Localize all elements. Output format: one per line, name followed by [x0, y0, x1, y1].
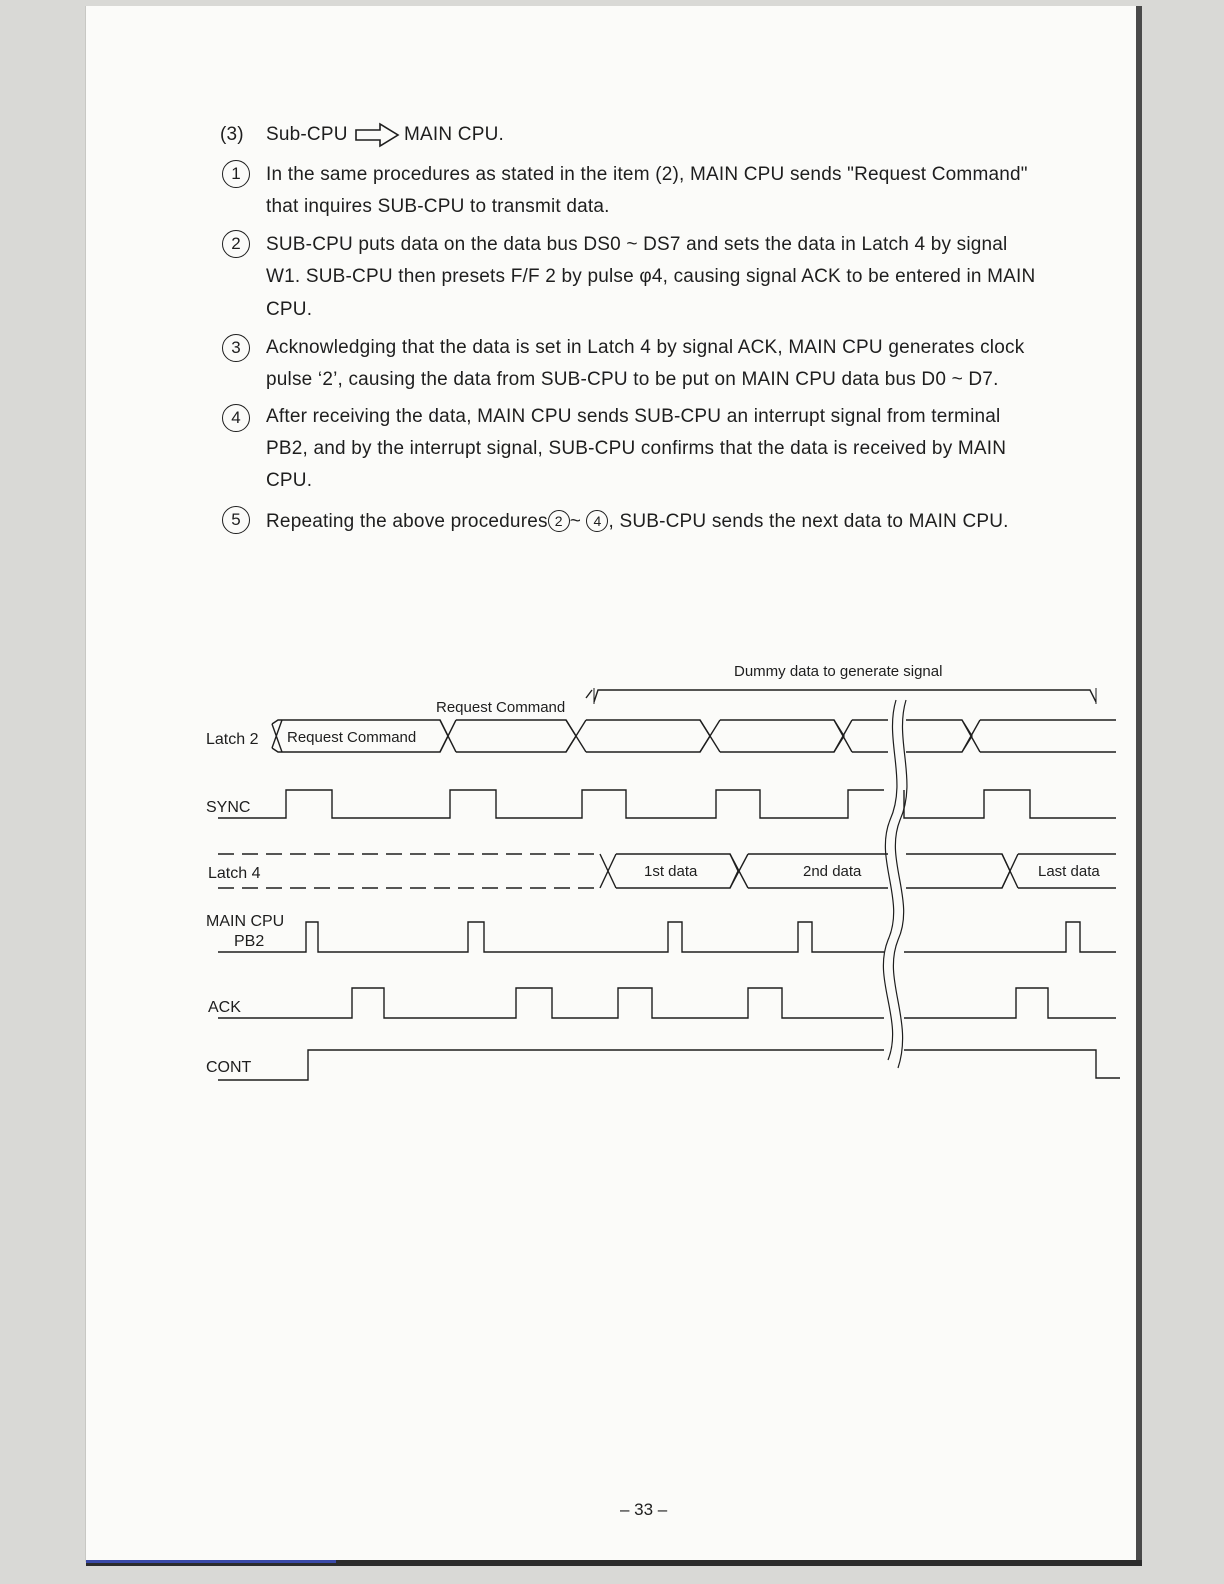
step-5-text-post: , SUB-CPU sends the next data to MAIN CPU.	[608, 511, 1009, 532]
cont-waveform	[218, 1050, 1120, 1080]
signal-label-cont: CONT	[206, 1059, 252, 1076]
heading-target: MAIN CPU.	[404, 124, 504, 145]
signal-label-sync: SYNC	[206, 799, 251, 816]
step-5-tilde: ~	[569, 511, 581, 532]
latch4-dashed-bus	[218, 854, 600, 888]
step-5-ref-2: 2	[548, 510, 570, 532]
step-4-circled-number: 4	[222, 404, 250, 432]
step-1-circled-number: 1	[222, 160, 250, 188]
step-4-line-2: PB2, and by the interrupt signal, SUB-CPU confirms that the data is received by MAIN	[266, 438, 1007, 459]
step-4-line-3: CPU.	[266, 470, 313, 491]
step-1-line-1: In the same procedures as stated in the item (2), MAIN CPU sends "Request Command"	[266, 164, 1028, 185]
ack-waveform	[218, 988, 1116, 1018]
sync-waveform	[218, 790, 1116, 818]
scan-edge-mark	[86, 1560, 336, 1563]
latch2-request-command-cell: Request Command	[287, 729, 417, 746]
pb2-waveform	[218, 922, 1116, 952]
signal-label-latch2: Latch 2	[206, 731, 259, 748]
signal-label-main-cpu: MAIN CPU	[206, 913, 285, 930]
latch4-cell-last: Last data	[1038, 863, 1100, 880]
page-number: – 33 –	[620, 1500, 668, 1519]
step-5-circled-number: 5	[222, 506, 250, 534]
latch4-cell-2nd: 2nd data	[803, 863, 862, 880]
latch4-cell-1st: 1st data	[644, 863, 698, 880]
step-3-line-1: Acknowledging that the data is set in Latch 4 by signal ACK, MAIN CPU generates clock	[266, 337, 1025, 358]
request-command-pointer	[586, 690, 592, 698]
step-2-line-2: W1. SUB-CPU then presets F/F 2 by pulse φ4, causing signal ACK to be entered in MAIN	[266, 266, 1036, 287]
dummy-data-label: Dummy data to generate signal	[734, 663, 943, 680]
break-line-right	[893, 700, 907, 1068]
step-5-text-pre: Repeating the above procedures	[266, 511, 548, 532]
step-3-circled-number: 3	[222, 334, 250, 362]
step-5-ref-4: 4	[586, 510, 608, 532]
signal-label-latch4: Latch 4	[208, 865, 261, 882]
signal-label-ack: ACK	[208, 999, 241, 1016]
step-1-line-2: that inquires SUB-CPU to transmit data.	[266, 196, 610, 217]
dummy-data-bracket	[594, 690, 1096, 702]
step-3-line-2: pulse ‘2’, causing the data from SUB-CPU to be put on MAIN CPU data bus D0 ~ D7.	[266, 369, 999, 390]
request-command-label: Request Command	[436, 699, 566, 716]
heading-source: Sub-CPU	[266, 124, 348, 145]
step-2-line-1: SUB-CPU puts data on the data bus DS0 ~ DS7 and sets the data in Latch 4 by signal	[266, 234, 1008, 255]
step-2-line-3: CPU.	[266, 299, 313, 320]
break-line-left	[883, 700, 897, 1060]
section-number: (3)	[220, 124, 244, 145]
step-4-line-1: After receiving the data, MAIN CPU sends SUB-CPU an interrupt signal from terminal	[266, 406, 1001, 427]
signal-label-pb2: PB2	[234, 933, 265, 950]
step-2-circled-number: 2	[222, 230, 250, 258]
